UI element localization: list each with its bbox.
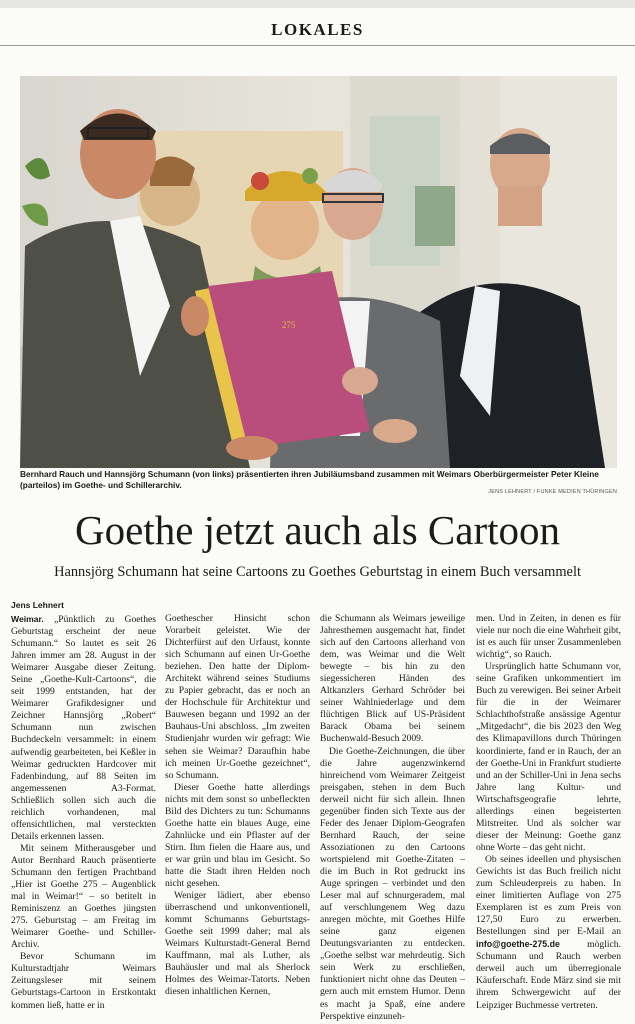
- dateline: Weimar.: [11, 614, 44, 624]
- headline: Goethe jetzt auch als Cartoon: [75, 507, 560, 553]
- photo-credit: JENS LEHNERT / FUNKE MEDIEN THÜRINGEN: [488, 489, 617, 495]
- paragraph: Bevor Schumann im Kulturstadtjahr Weimars Zeitungsleser mit seinem Geburtstags-Cartoon in Erstkontakt kommen ließ, hatte er in: [11, 951, 156, 1011]
- top-bar: [0, 0, 635, 8]
- paragraph: die Schumann als Weimars jeweilige Jahresthemen ausgemacht hat, findet sich auf den Cartoons allerhand von dem, was Weimar und die Welt bewegte – bis hin zu den siegessicheren Händen des Altkanzlers Gerhard Schröder bei seiner Wahlniederlage und dem flüchtigen Blick auf US-Präsident Barack Obama bei seinem Buchenwald-Besuch 2009.: [320, 613, 465, 745]
- article-column-1: [11, 613, 156, 1012]
- paragraph: Mit seinem Mitherausgeber und Autor Bernhard Rauch präsentierte Schumann den fertigen Prachtband „Hier ist Goethe 275 – Augenblick mal in Weimar!“ – so betitelt in Reminiszenz an Goethes jüngsten 275. Geburtstag – am Freitag im Weimarer Goethe- und Schiller-Archiv.: [11, 842, 156, 951]
- paragraph: Weniger lädiert, aber ebenso überraschend und unkonventionell, kommt Schumanns Geburtstags-Goethe seit 1999 daher; mal als Weimars Kulturstadt-General Bernd Kauffmann, mal als Luther, als Bauhäusler und mal als Sherlock Holmes des Weimar-Tatorts. Neben diesen inhaltlichen Kernen,: [165, 890, 310, 998]
- paragraph: [11, 613, 156, 843]
- paragraph-text: möglich. Schumann und Rauch werben derweil auch um überregionale Käuferschaft. Ende März sind sie mit ihrem Schwergewicht auf der Leipziger Buchmesse vertreten.: [476, 939, 621, 1011]
- paragraph: men. Und in Zeiten, in denen es für viele nur noch die eine Wahrheit gibt, ist es auch für unser Zusammenleben wichtig“, so Rauch.: [476, 613, 621, 661]
- paragraph: Ursprünglich hatte Schumann vor, seine Grafiken unkommentiert im Buch zu verewigen. Bei seiner Arbeit für die in der Weimarer Schlachthofstraße ansässige Agentur „Mitgedacht“, die bis 2023 den Weg des Klimapavillons durch Thüringen koordinierte, fand er in Rauch, der an der Goethe-Uni in Frankfurt studierte und an der Schiller-Uni in Jena sechs Jahre lang Kultur- und Wirtschaftsgeografie lehrte, allerdings einen begeisterten Mitstreiter. Und als solcher war dieser der Meinung: Goethe ganz ohne Worte – das geht nicht.: [476, 661, 621, 853]
- book-cover-label: 275: [282, 320, 296, 330]
- paragraph: Die Goethe-Zeichnungen, die über die Jahre augenzwinkernd hinreichend vom Weimarer Zeitgeist preisgaben, stehen in dem Buch derweil nicht für sich allein. Ihnen gegenüber finden sich Texte aus der Feder des Jenaer Diplom-Geografen Bernhard Rauch, der seine Assoziationen zu den Cartoons wortspielend mit Goethe-Zitaten – die im Buch in Rot gedruckt ins Auge springen – verbindet und den Leser mal auf schnurgeradem, mal auf verschlungenem Weg dazu anregen möchte, mit Goethes Hilfe seine ganz eigenen Deutungsvarianten zu entdecken. „Goethe selbst war mehrdeutig. Sich sein Werk zu erschließen, funktioniert nicht ohne das Deuten – gern auch mit ernstem Humor. Denn es macht ja Spaß, eine andere Perspektive einzuneh-: [320, 745, 465, 1022]
- article-column-2: [165, 613, 310, 999]
- email-link[interactable]: info@goethe-275.de: [476, 939, 560, 950]
- article-column-3: [320, 613, 465, 1023]
- paragraph: Goethescher Hinsicht schon Vorarbeit geleistet. Wie der Dichterfürst auf den Urfaust, konnte sich Schumann auf einen Ur-Goethe beziehen. Den hatte der Diplom-Architekt während seines Studiums zu Papier gebracht, das er noch an der Hochschule für Architektur und Bauwesen begann und 1992 an der Bauhaus-Uni abschloss. „Im zweiten Studienjahr wurden wir gefragt: Wie sehen sie Weimar? Daraufhin habe ich meinen Ur-Goethe gezeichnet“, so Schumann.: [165, 613, 310, 781]
- paragraph-text: Ob seines ideellen und physischen Gewichts ist das Buch freilich nicht zum Schleuderpreis zu haben. In einer limitierten Auflage von 275 Exemplaren ist es zum Preis von 127,50 Euro zu erwerben. Bestellungen sind per E-Mail an: [476, 853, 621, 938]
- article-column-4: [476, 613, 621, 1012]
- paragraph: Dieser Goethe hatte allerdings nichts mit dem sonst so unbefleckten Bild des Dichters zu tun: Schumanns Goethe hatte ein blaues Auge, eine Zahnlücke und ein Pflaster auf der Stirn. Ihm fielen die Haare aus, und er war grün und blau im Gesicht. So hatte die Stadt ihren Helden noch nicht gesehen.: [165, 781, 310, 890]
- author-byline: Jens Lehnert: [11, 600, 64, 610]
- article-photo: [20, 76, 617, 468]
- photo-caption: Bernhard Rauch und Hannsjörg Schumann (von links) präsentierten ihren Jubiläumsband zusammen mit Weimars Oberbürgermeister Peter Kleine (parteilos) im Goethe- und Schillerarchiv.: [20, 469, 599, 490]
- paragraph-text: „Pünktlich zu Goethes Geburtstag erscheint der neue Schumann.“ So lautet es seit 26 Jahren immer am 28. August in der Weimarer Ausgabe dieser Zeitung. Seine „Goethe-Kult-Cartoons“, die seit 1999 entstanden, hat der Weimarer Grafikdesigner und Zeichner Hannsjörg „Robert“ Schumann nun zwischen Buchdeckeln versammelt: in einem aufwendig gearbeiteten, bei Keßler in Weimar gedruckten Hardcover mit Fadenbindung, auf 88 Seiten im angemessenen A3-Format. Schließlich sollen sich auch die reichlich vorhandenen, mal offensichtlichen, mal versteckten Details erkennen lassen.: [11, 614, 156, 842]
- section-rule: [0, 45, 635, 46]
- paragraph: [476, 854, 621, 1012]
- subheadline: Hannsjörg Schumann hat seine Cartoons zu Goethes Geburtstag in einem Buch versammelt: [54, 564, 581, 580]
- section-label: LOKALES: [271, 20, 364, 39]
- photo-illustration: [20, 76, 617, 468]
